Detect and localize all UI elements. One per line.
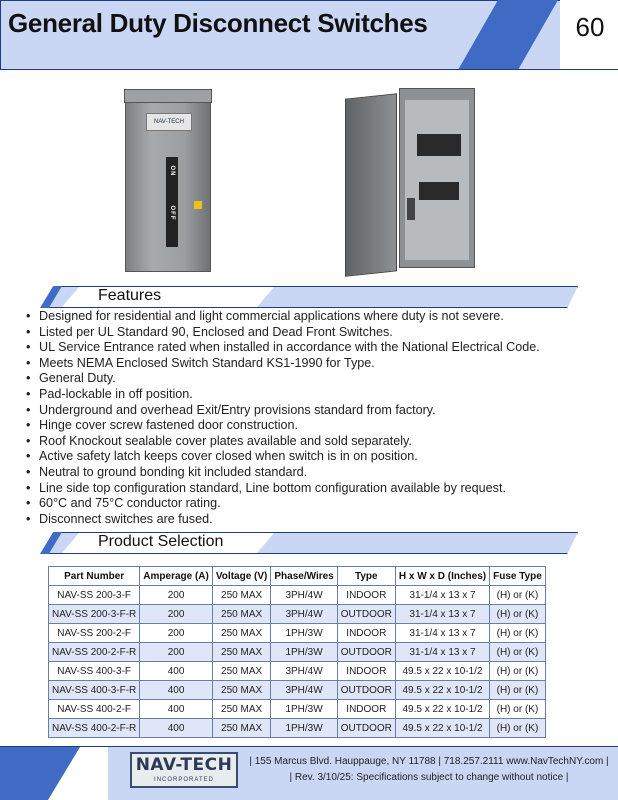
table-cell: 49.5 x 22 x 10-1/2 <box>395 719 489 738</box>
closed-switch-image <box>125 90 211 272</box>
table-cell: OUTDOOR <box>337 643 395 662</box>
table-cell: 1PH/3W <box>271 700 337 719</box>
table-cell: 31-1/4 x 13 x 7 <box>395 624 489 643</box>
enclosure-interior <box>405 100 469 260</box>
section-label-panel <box>62 287 274 307</box>
product-selection-section-header <box>40 532 578 554</box>
table-cell: OUTDOOR <box>337 605 395 624</box>
feature-item: • Neutral to ground bonding kit included standard. <box>26 465 606 481</box>
table-cell: NAV-SS 200-2-F <box>49 624 140 643</box>
table-cell: (H) or (K) <box>490 643 546 662</box>
feature-item: • UL Service Entrance rated when installed in accordance with the National Electrical Code. <box>26 340 606 356</box>
off-label: OFF <box>169 205 175 221</box>
nav-tech-logo <box>130 752 238 788</box>
feature-item: • Roof Knockout sealable cover plates available and sold separately. <box>26 434 606 450</box>
footer-address: | 155 Marcus Blvd. Hauppauge, NY 11788 | 718.257.2111 www.NavTechNY.com | <box>249 756 609 767</box>
column-header: Amperage (A) <box>140 567 213 586</box>
open-door <box>345 93 397 276</box>
table-cell: 400 <box>140 681 213 700</box>
table-cell: 250 MAX <box>212 643 270 662</box>
feature-item: • Disconnect switches are fused. <box>26 512 606 528</box>
logo-main-text: NAV-TECH <box>135 755 233 775</box>
table-row <box>49 662 546 681</box>
warning-tag <box>194 201 202 209</box>
table-cell: (H) or (K) <box>490 662 546 681</box>
table-row <box>49 643 546 662</box>
column-header: H x W x D (Inches) <box>395 567 489 586</box>
enclosure-logo-plate: NAV-TECH <box>146 113 192 131</box>
footer-accent-wedge <box>0 747 80 800</box>
table-cell: (H) or (K) <box>490 700 546 719</box>
table-cell: 1PH/3W <box>271 624 337 643</box>
table-header-row <box>49 567 546 586</box>
table-cell: 400 <box>140 662 213 681</box>
feature-item: • General Duty. <box>26 371 606 387</box>
table-cell: INDOOR <box>337 586 395 605</box>
features-list <box>26 309 606 527</box>
table-cell: 250 MAX <box>212 586 270 605</box>
on-label: ON <box>169 165 175 177</box>
table-cell: 49.5 x 22 x 10-1/2 <box>395 700 489 719</box>
table-cell: INDOOR <box>337 662 395 681</box>
feature-item: • Underground and overhead Exit/Entry provisions standard from factory. <box>26 403 606 419</box>
table-cell: 200 <box>140 624 213 643</box>
column-header: Type <box>337 567 395 586</box>
table-cell: 31-1/4 x 13 x 7 <box>395 643 489 662</box>
table-cell: 250 MAX <box>212 624 270 643</box>
table-cell: 200 <box>140 605 213 624</box>
column-header: Fuse Type <box>490 567 546 586</box>
table-row <box>49 605 546 624</box>
feature-item: • Meets NEMA Enclosed Switch Standard KS1-1990 for Type. <box>26 356 606 372</box>
table-cell: OUTDOOR <box>337 719 395 738</box>
page-number: 60 <box>575 12 605 42</box>
column-header: Phase/Wires <box>271 567 337 586</box>
page-title: General Duty Disconnect Switches <box>8 8 428 38</box>
table-cell: 200 <box>140 586 213 605</box>
table-cell: 250 MAX <box>212 605 270 624</box>
table-cell: OUTDOOR <box>337 681 395 700</box>
table-cell: NAV-SS 200-3-F <box>49 586 140 605</box>
table-cell: 200 <box>140 643 213 662</box>
table-cell: 250 MAX <box>212 719 270 738</box>
table-row <box>49 586 546 605</box>
table-cell: NAV-SS 400-2-F <box>49 700 140 719</box>
table-cell: (H) or (K) <box>490 624 546 643</box>
table-cell: 250 MAX <box>212 681 270 700</box>
table-cell: 1PH/3W <box>271 719 337 738</box>
table-row <box>49 681 546 700</box>
side-lug <box>407 198 415 220</box>
features-heading: Features <box>98 287 162 304</box>
table-cell: 3PH/4W <box>271 681 337 700</box>
column-header: Part Number <box>49 567 140 586</box>
table-cell: (H) or (K) <box>490 586 546 605</box>
table-cell: INDOOR <box>337 624 395 643</box>
fuse-block-bottom <box>419 182 459 200</box>
switch-handle <box>166 157 178 247</box>
table-cell: (H) or (K) <box>490 681 546 700</box>
table-cell: 250 MAX <box>212 662 270 681</box>
table-cell: (H) or (K) <box>490 719 546 738</box>
table-cell: 3PH/4W <box>271 605 337 624</box>
feature-item: • Line side top configuration standard, Line bottom configuration available by request. <box>26 481 606 497</box>
table-cell: 400 <box>140 700 213 719</box>
table-cell: NAV-SS 400-3-F <box>49 662 140 681</box>
feature-item: • Pad-lockable in off position. <box>26 387 606 403</box>
features-section-header <box>40 286 578 308</box>
table-cell: (H) or (K) <box>490 605 546 624</box>
table-body <box>49 586 546 738</box>
feature-item: • Hinge cover screw fastened door construction. <box>26 418 606 434</box>
product-selection-table <box>48 566 546 738</box>
table-row <box>49 719 546 738</box>
table-cell: 49.5 x 22 x 10-1/2 <box>395 681 489 700</box>
page-header <box>0 0 618 70</box>
table-cell: NAV-SS 200-3-F-R <box>49 605 140 624</box>
table-row <box>49 624 546 643</box>
feature-item: • Listed per UL Standard 90, Enclosed and Dead Front Switches. <box>26 325 606 341</box>
fuse-block-top <box>417 134 461 156</box>
open-switch-image <box>345 88 475 274</box>
header-divider <box>0 69 618 70</box>
footer-revision: | Rev. 3/10/25: Specifications subject to change without notice | <box>289 772 569 783</box>
table-cell: 3PH/4W <box>271 586 337 605</box>
feature-item: • Active safety latch keeps cover closed when switch is in on position. <box>26 449 606 465</box>
feature-item: • 60°C and 75°C conductor rating. <box>26 496 606 512</box>
table-cell: NAV-SS 400-2-F-R <box>49 719 140 738</box>
enclosure-cap <box>124 89 212 103</box>
table-cell: 31-1/4 x 13 x 7 <box>395 605 489 624</box>
table-cell: 1PH/3W <box>271 643 337 662</box>
table-cell: 3PH/4W <box>271 662 337 681</box>
table-cell: NAV-SS 400-3-F-R <box>49 681 140 700</box>
table-cell: 49.5 x 22 x 10-1/2 <box>395 662 489 681</box>
table-cell: 400 <box>140 719 213 738</box>
product-selection-heading: Product Selection <box>98 533 224 550</box>
feature-item: • Designed for residential and light commercial applications where duty is not severe. <box>26 309 606 325</box>
table-cell: NAV-SS 200-2-F-R <box>49 643 140 662</box>
table-cell: INDOOR <box>337 700 395 719</box>
table-cell: 31-1/4 x 13 x 7 <box>395 586 489 605</box>
page-footer <box>0 746 618 800</box>
logo-sub-text: INCORPORATED <box>154 777 214 783</box>
table-row <box>49 700 546 719</box>
table-cell: 250 MAX <box>212 700 270 719</box>
column-header: Voltage (V) <box>212 567 270 586</box>
